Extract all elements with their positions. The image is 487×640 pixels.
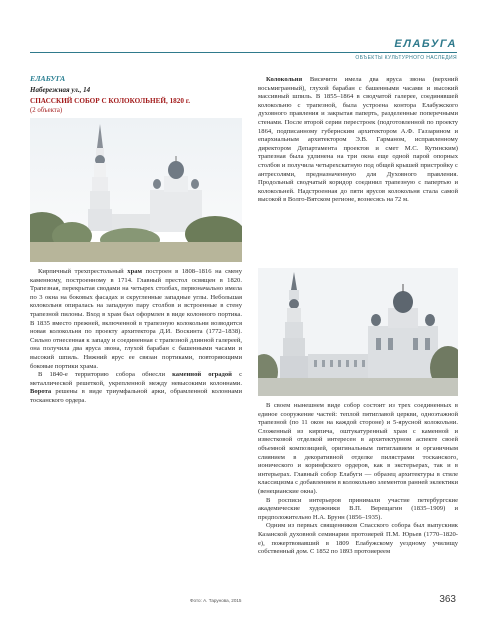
paragraph-text: построен в 1808–1816 на смену каменному, построенному в 1714. Главный престол освящен в 1820. Трапезная, перекрытая сводами на четырех столбах, первоначально имела по 3 окна на боковых фасадах и скругленные западные углы. Небольшая колокольня опиралась на западную пару столбов и встроенные в стену трапезной пилоны. Вход в храм был оформлен в виде колонного портика. В 1835 вместо прежней, включенной в трапезную колокольни возводится новая колокольня по проекту архитектора Д.И. Воскинта (1772–1838). Сильно отнесенная к западу и соединенная с трапезной длинной галереей, она получила два яруса звона, глухой барабан с башенными часами и высокий шпиль. Нижний ярус ее связан портиками, повторяющими боковые портики храма. — [30, 268, 242, 370]
paragraph-text: Висячити имела два яруса звона (верхний восьмигранный), глухой барабан с башенными часами и высокий массивный шпиль. В 1855–1864 в сводчатой галерее, соединявшей колокольню с трапезной, была устроена контора Елабужского духовного правления и закрытая паперть, разделенные поперечными стенами. После второй серии перестроек (подготовленной по проекту 1864, подписанному губернским архитектором А.Ф. Газзарином и епархиальным архитектором Э.В. Гарманом, исправленному директором Департамента проектов и смет М.С. Кутинским) трапезная была удлинена на три окна еще одной парой опорных столбов и получила четырехскатную под общей крышей пристройку с антресолями, предназначенную для Духовного правления. Продольный сводчатый коридор соединил трапезную с папертью и колокольней. Надстроенная до пяти ярусов колокольня стала самой высокой в Волго-Вятском регионе, вознесясь на 72 м. — [258, 76, 458, 204]
paragraph-text: В 1840-е территорию собора обнесли — [38, 371, 173, 379]
paragraph-text: Кирпичный трехпрестольный — [38, 268, 128, 275]
text-column-left-bottom — [30, 268, 242, 406]
paragraph: В росписи интерьеров принимали участие петербургские академические художники В.П. Верещагин (1835–1909) и предположительно Н.А. Брунн (1856–1935). — [258, 496, 458, 521]
text-column-right-top — [258, 76, 458, 205]
paragraph-text: решены в виде триумфальной арки, обрамленной колоннами тосканского ордера. — [30, 388, 242, 404]
bold-term: каменной оградой — [172, 371, 232, 379]
photo-cathedral-panorama — [30, 118, 242, 262]
object-count: (2 объекта) — [30, 107, 63, 114]
photo-credit: Фото: А. Тарунова, 2015 — [190, 598, 242, 603]
header-rule — [30, 52, 457, 53]
photo-cathedral-closeup — [258, 268, 458, 396]
page-number: 363 — [439, 594, 456, 605]
bold-term: храм — [127, 268, 143, 275]
object-address: Набережная ул., 14 — [30, 86, 91, 94]
bold-term: Ворота — [30, 388, 52, 396]
paragraph: Одним из первых священников Спасского собора был выпускник Казанской духовной семинарии протоиерей П.М. Юрьев (1770–1820-е), пожертвовавший в 1809 Елабужскому уездному училищу собственный дом. С 1852 по 1893 протоиереем — [258, 522, 458, 556]
paragraph — [30, 268, 242, 371]
paragraph: В своем нынешнем виде собор состоит из трех соединенных в единое сооружение частей: теплой пятиглавой церкви, одноэтажной трапезной (по 11 окон на каждой стороне) и 5-ярусной колокольни. Сложенный из кирпича, оштукатуренный храм с каменной и известковой отделкой интересен в архитектурном аспекте своей объемной композицией, оригинальным пятиглавием и органичным слиянием в декоративной отделке пилястрами тосканского, ионического и коринфского ордеров, как в экстерьерах, так и в интерьерах. Главный собор Елабуги — образец архитектуры в стиле классицизма с добавлением в колокольню элементов ранней эклектики (венецианские окна). — [258, 402, 458, 495]
section-city: ЕЛАБУГА — [30, 74, 66, 83]
running-header-title: ЕЛАБУГА — [394, 38, 457, 50]
object-title: СПАССКИЙ СОБОР С КОЛОКОЛЬНЕЙ, 1820 г. — [30, 97, 191, 105]
paragraph-text: с металлической решеткой, укрепленной между невысокими колоннами. — [30, 371, 242, 387]
cathedral-closeup-image — [258, 268, 458, 396]
paragraph — [258, 76, 458, 205]
cathedral-panorama-image — [30, 118, 242, 262]
running-header-subtitle: ОБЪЕКТЫ КУЛЬТУРНОГО НАСЛЕДИЯ — [355, 55, 457, 61]
bold-lead: Колокольня — [266, 76, 303, 83]
text-column-right-bottom — [258, 402, 458, 557]
paragraph — [30, 371, 242, 405]
